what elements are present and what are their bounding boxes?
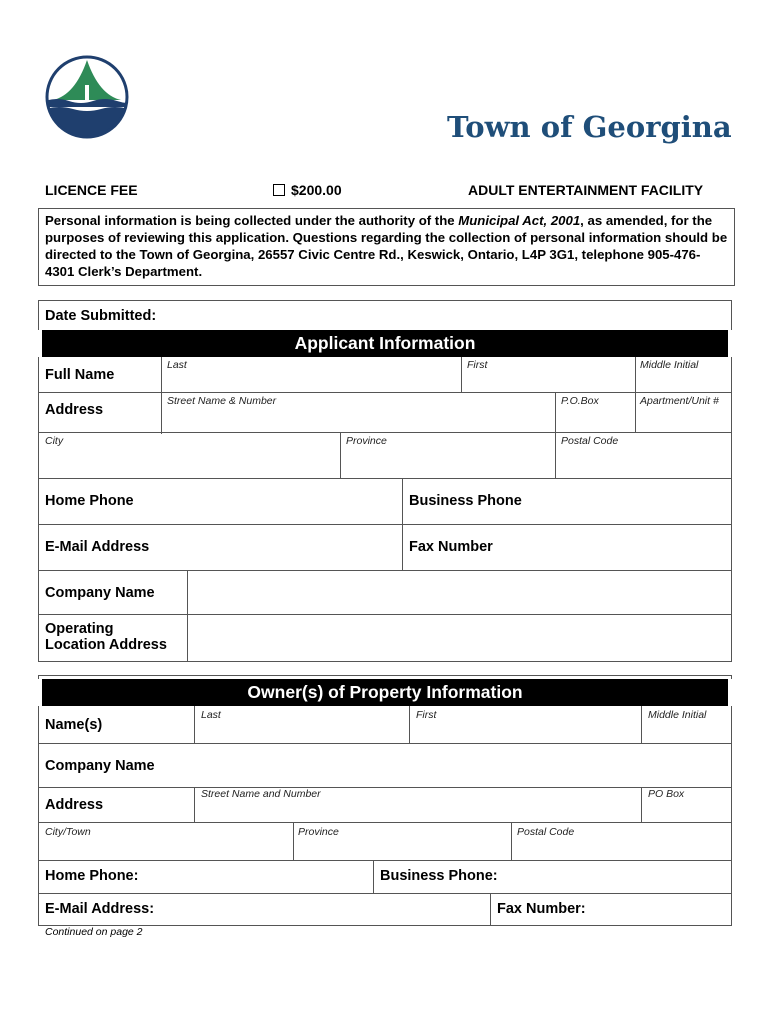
- fax-field[interactable]: Fax Number: [409, 539, 493, 555]
- date-submitted-label: Date Submitted:: [45, 308, 157, 324]
- fee-checkbox[interactable]: [273, 184, 285, 196]
- owner-names-label: Name(s): [45, 717, 103, 733]
- owner-middle-initial-field[interactable]: Middle Initial: [648, 709, 707, 721]
- owner-section: [38, 675, 732, 926]
- privacy-text-1: Personal information is being collected under the authority of the: [45, 213, 459, 228]
- operating-address-input[interactable]: [189, 616, 729, 660]
- middle-initial-field[interactable]: Middle Initial: [640, 359, 699, 371]
- owner-po-box-field[interactable]: PO Box: [648, 788, 685, 800]
- privacy-notice: [38, 208, 735, 286]
- continued-note: Continued on page 2: [45, 926, 143, 938]
- home-phone-field[interactable]: Home Phone: [45, 493, 134, 509]
- business-phone-field[interactable]: Business Phone: [409, 493, 522, 509]
- facility-type: ADULT ENTERTAINMENT FACILITY: [468, 182, 704, 198]
- company-name-label: Company Name: [45, 585, 155, 601]
- owner-city-field[interactable]: City/Town: [45, 826, 91, 838]
- town-name-title: Town of Georgina: [447, 110, 732, 144]
- owner-address-label: Address: [45, 797, 104, 813]
- privacy-act: Municipal Act, 2001: [458, 213, 581, 228]
- email-field[interactable]: E-Mail Address: [45, 539, 150, 555]
- fee-amount[interactable]: [273, 182, 342, 198]
- company-name-input[interactable]: [189, 572, 729, 612]
- operating-label-line2: Location Address: [45, 637, 167, 653]
- licence-fee-label: LICENCE FEE: [45, 182, 138, 198]
- apartment-field[interactable]: Apartment/Unit #: [640, 395, 719, 407]
- address-label: Address: [45, 402, 104, 418]
- owner-last-field[interactable]: Last: [201, 709, 221, 721]
- owner-home-phone-field[interactable]: Home Phone:: [45, 868, 139, 884]
- town-logo: [45, 55, 129, 139]
- owner-header: Owner(s) of Property Information: [38, 679, 732, 706]
- po-box-field[interactable]: P.O.Box: [561, 395, 599, 407]
- owner-first-field[interactable]: First: [416, 709, 437, 721]
- postal-code-field[interactable]: Postal Code: [561, 435, 619, 447]
- privacy-text-2: , as amended, for the purposes of reviewing this application. Questions regarding the collection of personal information should be directed to the Town of Georgina, 26557 Civic Centre Rd., Keswick, Ontario, L4P 3G1, telephone 905-476-4301 Clerk’s Department.: [45, 213, 728, 279]
- operating-label-line1: Operating: [45, 621, 114, 637]
- owner-postal-code-field[interactable]: Postal Code: [517, 826, 575, 838]
- fee-amount-text: $200.00: [291, 182, 342, 198]
- city-field[interactable]: City: [45, 435, 64, 447]
- owner-fax-field[interactable]: Fax Number:: [497, 901, 586, 917]
- full-name-label: Full Name: [45, 367, 115, 383]
- last-name-field[interactable]: Last: [167, 359, 187, 371]
- owner-company-label: Company Name: [45, 758, 155, 774]
- owner-business-phone-field[interactable]: Business Phone:: [380, 868, 498, 884]
- applicant-header: Applicant Information: [38, 330, 732, 357]
- province-field[interactable]: Province: [346, 435, 387, 447]
- owner-province-field[interactable]: Province: [298, 826, 339, 838]
- street-field[interactable]: Street Name & Number: [167, 395, 277, 407]
- owner-street-field[interactable]: Street Name and Number: [201, 788, 321, 800]
- owner-email-field[interactable]: E-Mail Address:: [45, 901, 155, 917]
- operating-address-label: [45, 621, 167, 653]
- first-name-field[interactable]: First: [467, 359, 488, 371]
